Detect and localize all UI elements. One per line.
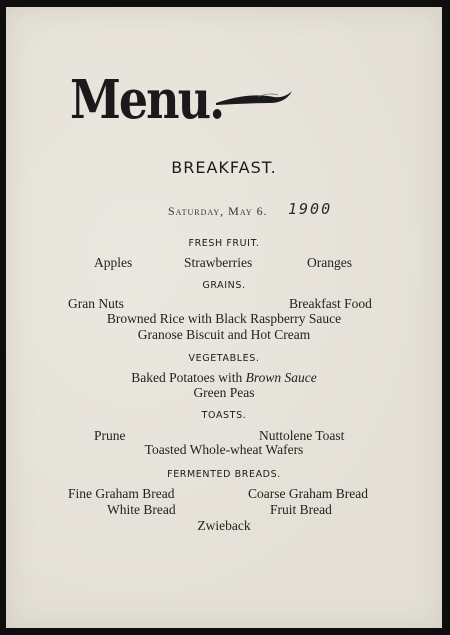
toasts-heading: TOASTS. — [201, 410, 247, 421]
menu-item-breakfast-food: Breakfast Food — [289, 296, 372, 311]
menu-item-browned-rice: Browned Rice with Black Raspberry Sauce — [106, 311, 342, 326]
baked-potatoes-text: Baked Potatoes with — [131, 370, 243, 385]
menu-item-apples: Apples — [94, 255, 133, 270]
menu-item-fine-graham-bread: Fine Graham Bread — [68, 486, 175, 501]
vegetables-heading: VEGETABLES. — [188, 353, 260, 364]
flourish-ornament-icon — [214, 89, 294, 113]
menu-item-strawberries: Strawberries — [184, 255, 253, 270]
menu-item-baked-potatoes — [6, 370, 442, 386]
menu-item-whole-wheat-wafers: Toasted Whole-wheat Wafers — [144, 442, 304, 457]
printed-date: Saturday, May 6. — [168, 204, 268, 218]
menu-item-oranges: Oranges — [307, 255, 352, 270]
menu-item-green-peas: Green Peas — [193, 385, 255, 400]
menu-item-granose-biscuit: Granose Biscuit and Hot Cream — [137, 327, 311, 342]
menu-item-gran-nuts: Gran Nuts — [68, 296, 124, 311]
meal-heading: BREAKFAST. — [171, 158, 277, 177]
handwritten-year: 1900 — [288, 200, 333, 218]
menu-item-zwieback: Zwieback — [197, 518, 251, 533]
menu-item-fruit-bread: Fruit Bread — [270, 502, 332, 517]
menu-item-white-bread: White Bread — [107, 502, 176, 517]
menu-card — [6, 7, 442, 628]
grains-heading: GRAINS. — [202, 280, 246, 291]
menu-title: Menu. — [70, 68, 224, 131]
menu-item-nuttolene-toast: Nuttolene Toast — [259, 428, 345, 443]
menu-item-coarse-graham-bread: Coarse Graham Bread — [248, 486, 368, 501]
menu-item-prune: Prune — [94, 428, 126, 443]
brown-sauce-text: Brown Sauce — [245, 370, 317, 385]
fermented-breads-heading: FERMENTED BREADS. — [167, 469, 281, 480]
fresh-fruit-heading: FRESH FRUIT. — [188, 238, 260, 249]
